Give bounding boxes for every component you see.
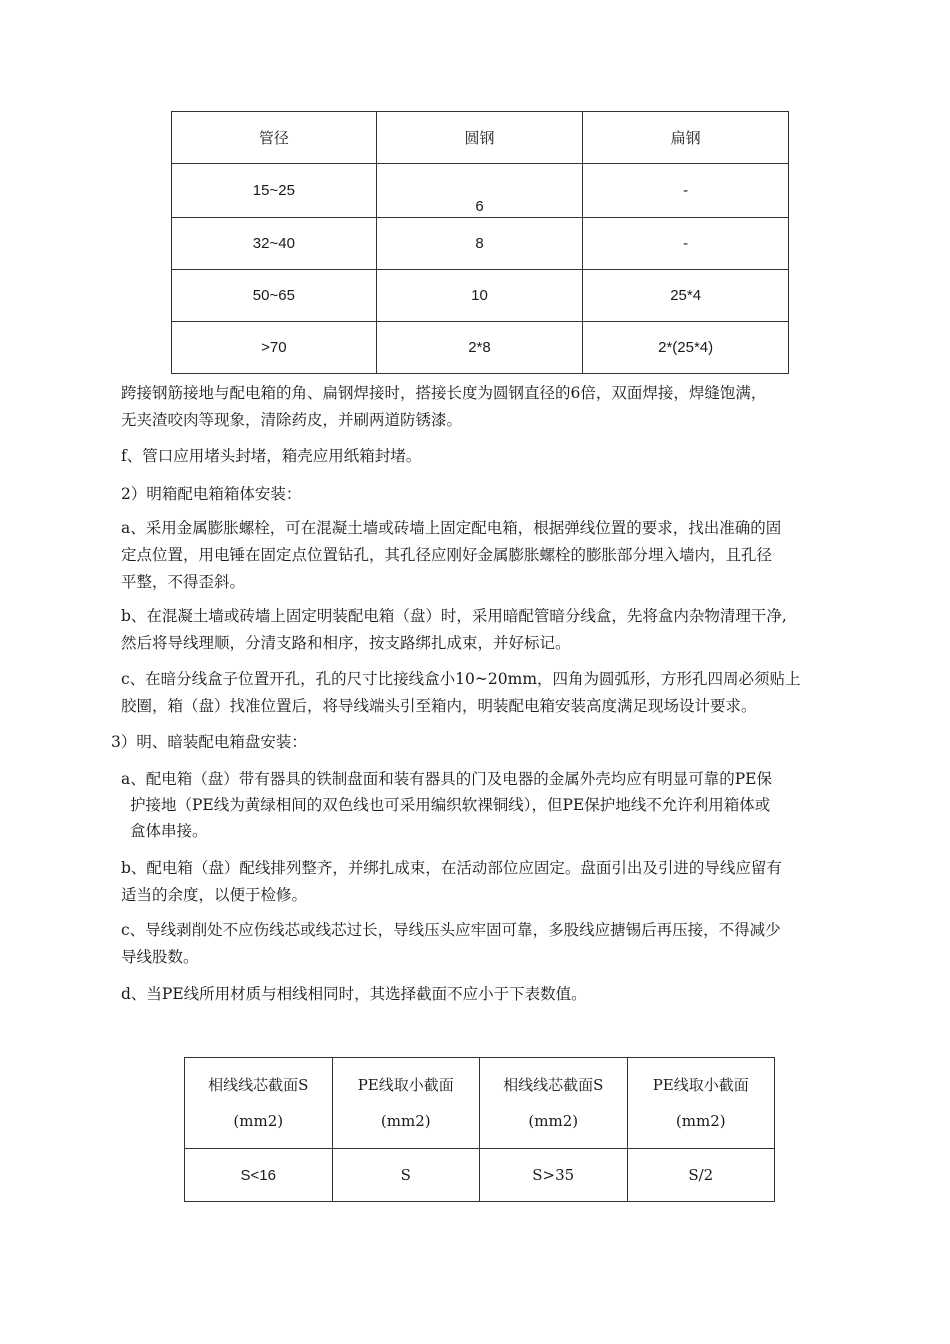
header-unit: (mm2) — [233, 1112, 284, 1130]
header-round-steel: 圆钢 — [376, 112, 583, 164]
table-cell: S/2 — [627, 1149, 775, 1202]
paragraph-f-pipe-sealing — [121, 443, 421, 470]
table-header-row — [172, 112, 789, 164]
paragraph-c-opening — [121, 666, 801, 720]
table-cell: 10 — [376, 270, 583, 322]
table-cell: 6 — [376, 164, 583, 218]
table-header-row — [185, 1058, 775, 1149]
table-cell: 2*8 — [376, 322, 583, 374]
pe-section-table — [184, 1057, 775, 1202]
table-row — [172, 270, 789, 322]
table-cell: 15~25 — [172, 164, 377, 218]
text-line: 2）明箱配电箱箱体安装： — [121, 485, 302, 503]
text-line: f、管口应用堵头封堵，箱壳应用纸箱封堵。 — [121, 447, 422, 465]
header-cell — [332, 1058, 480, 1149]
table-row — [185, 1149, 775, 1202]
paragraph-b-fix-box — [121, 603, 787, 657]
table-cell: S — [332, 1149, 480, 1202]
text-line: 护接地（PE线为黄绿相间的双色线也可采用编织软裸铜线），但PE保护地线不允许利用箱体或 — [130, 796, 771, 814]
text-line: 盒体串接。 — [130, 822, 208, 840]
text-line: c、导线剥削处不应伤线芯或线芯过长，导线压头应牢固可靠，多股线应搪锡后再压接，不得减少 — [121, 921, 781, 939]
header-title: PE线取小截面 — [357, 1076, 454, 1094]
text-line: a、配电箱（盘）带有器具的铁制盘面和装有器具的门及电器的金属外壳均应有明显可靠的PE保 — [121, 770, 772, 788]
text-line: d、当PE线所用材质与相线相同时，其选择截面不应小于下表数值。 — [121, 985, 587, 1003]
text-line: a、采用金属膨胀螺栓，可在混凝土墙或砖墙上固定配电箱，根据弹线位置的要求，找出准确的固 — [121, 519, 782, 537]
text-line: b、配电箱（盘）配线排列整齐，并绑扎成束，在活动部位应固定。盘面引出及引进的导线应留有 — [121, 859, 782, 877]
text-line: 然后将导线理顺，分清支路和相序，按支路绑扎成束，并好标记。 — [121, 634, 571, 652]
text-line: 平整，不得歪斜。 — [121, 573, 246, 591]
table-row — [172, 164, 789, 218]
text-line: c、在暗分线盒子位置开孔，孔的尺寸比接线盒小10~20mm，四角为圆弧形，方形孔四周必须贴上 — [121, 670, 801, 688]
table-row — [172, 322, 789, 374]
header-unit: (mm2) — [528, 1112, 579, 1130]
heading-surface-box-installation — [121, 481, 301, 508]
table-cell: >70 — [172, 322, 377, 374]
table-row — [172, 218, 789, 270]
text-line: 适当的余度，以便于检修。 — [121, 886, 308, 904]
table-cell: 25*4 — [583, 270, 789, 322]
table-cell: - — [583, 218, 789, 270]
text-line: b、在混凝土墙或砖墙上固定明装配电箱（盘）时，采用暗配管暗分线盒，先将盒内杂物清理干净, — [121, 607, 787, 625]
text-line: 定点位置，用电锤在固定点位置钻孔，其孔径应刚好金属膨胀螺栓的膨胀部分埋入墙内，且孔径 — [121, 546, 773, 564]
header-cell — [185, 1058, 333, 1149]
header-title: 相线线芯截面S — [208, 1076, 309, 1094]
text-line: 3）明、暗装配电箱盘安装： — [111, 733, 307, 751]
header-flat-steel: 扁钢 — [583, 112, 789, 164]
paragraph-jumper-welding — [121, 380, 766, 434]
paragraph-a-pe-grounding — [121, 766, 772, 844]
table-cell: 50~65 — [172, 270, 377, 322]
header-cell — [627, 1058, 775, 1149]
table-cell: - — [583, 164, 789, 218]
header-title: PE线取小截面 — [652, 1076, 749, 1094]
header-unit: (mm2) — [675, 1112, 726, 1130]
heading-panel-installation — [111, 729, 307, 756]
pipe-diameter-table — [171, 111, 789, 374]
header-title: 相线线芯截面S — [503, 1076, 604, 1094]
header-cell — [480, 1058, 628, 1149]
text-line: 无夹渣咬肉等现象，清除药皮，并刷两道防锈漆。 — [121, 411, 463, 429]
table-cell: 8 — [376, 218, 583, 270]
text-line: 导线股数。 — [121, 948, 199, 966]
text-line: 跨接钢筋接地与配电箱的角、扁钢焊接时，搭接长度为圆钢直径的6倍，双面焊接，焊缝饱满， — [121, 384, 767, 402]
paragraph-a-expansion-bolt — [121, 515, 781, 596]
paragraph-c-stripping — [121, 917, 781, 971]
header-unit: (mm2) — [380, 1112, 431, 1130]
paragraph-b-wiring — [121, 855, 782, 909]
table-cell: S>35 — [480, 1149, 628, 1202]
table-cell: 32~40 — [172, 218, 377, 270]
header-pipe-diameter: 管径 — [172, 112, 377, 164]
table-cell: S<16 — [185, 1149, 333, 1202]
table-cell: 2*(25*4) — [583, 322, 789, 374]
text-line: 胶圈，箱（盘）找准位置后，将导线端头引至箱内，明装配电箱安装高度满足现场设计要求。 — [121, 697, 757, 715]
paragraph-d-pe-section — [121, 981, 587, 1008]
